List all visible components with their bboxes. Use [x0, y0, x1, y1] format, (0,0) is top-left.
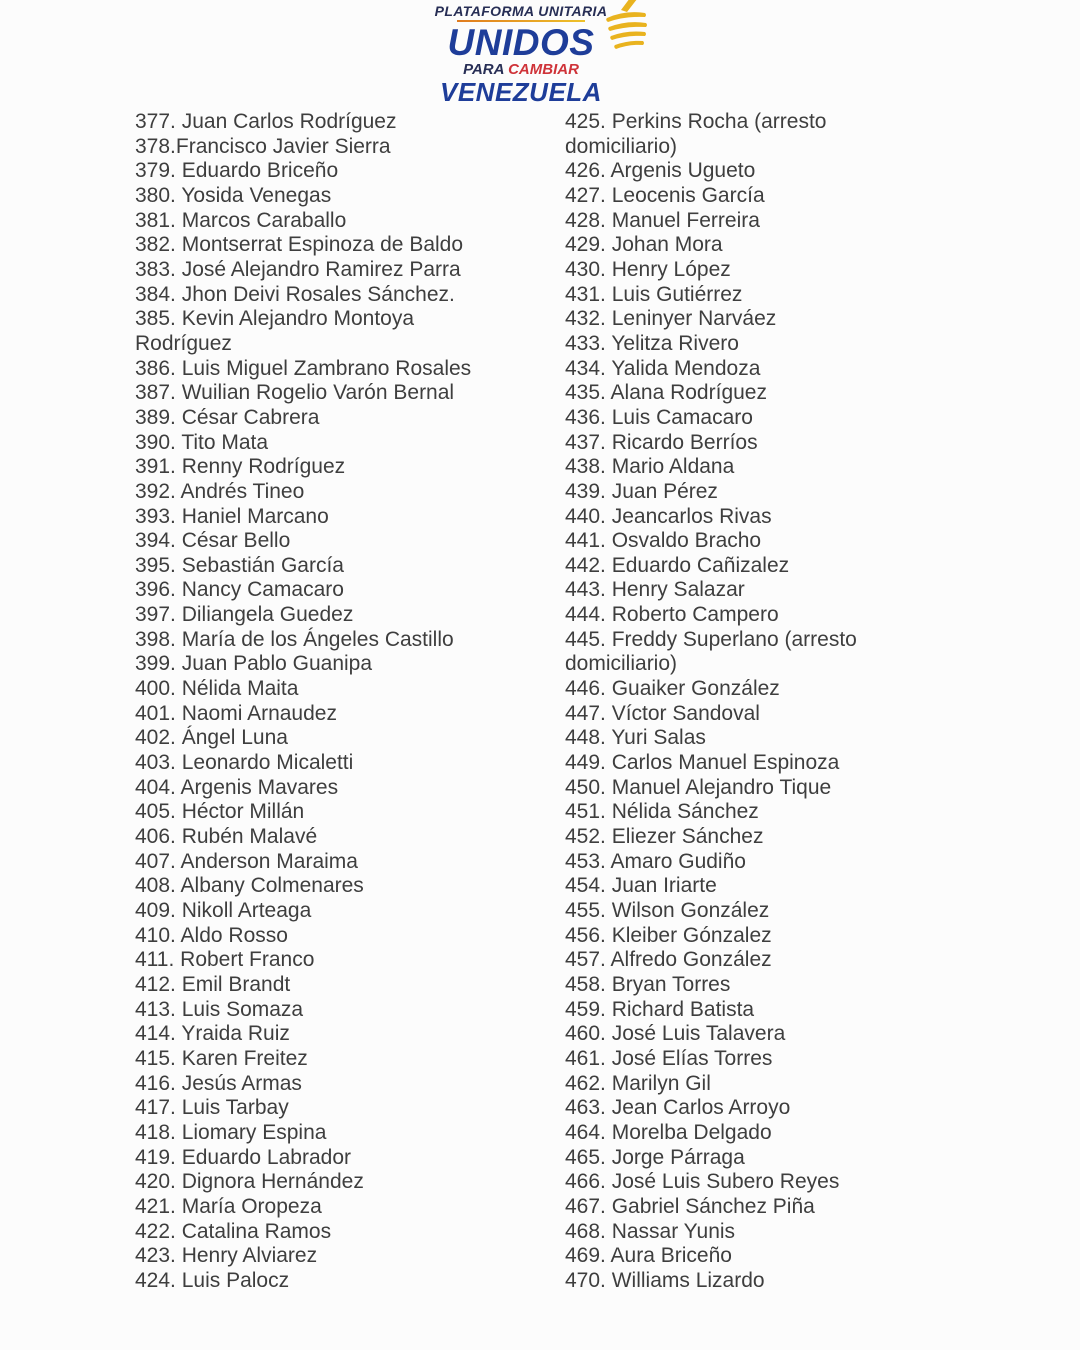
list-item: 396. Nancy Camacaro — [135, 578, 344, 602]
logo-word-para: PARA — [463, 61, 504, 78]
list-item: 404. Argenis Mavares — [135, 775, 339, 799]
list-item: 403. Leonardo Micaletti — [135, 751, 354, 775]
list-item: 407. Anderson Maraima — [135, 849, 358, 873]
list-item: 417. Luis Tarbay — [135, 1096, 289, 1120]
list-item: 458. Bryan Torres — [565, 972, 731, 996]
list-item: 393. Haniel Marcano — [135, 504, 329, 528]
list-item: 448. Yuri Salas — [565, 726, 706, 750]
list-item: 377. Juan Carlos Rodríguez — [135, 110, 397, 133]
list-item: 454. Juan Iriarte — [565, 874, 717, 898]
list-item: 426. Argenis Ugueto — [565, 159, 756, 183]
list-item: 413. Luis Somaza — [135, 997, 304, 1021]
list-item: 423. Henry Alviarez — [135, 1244, 318, 1268]
list-item: 428. Manuel Ferreira — [565, 208, 760, 232]
list-item: 424. Luis Palocz — [135, 1268, 290, 1292]
list-item: 402. Ángel Luna — [135, 726, 288, 750]
list-item: 450. Manuel Alejandro Tique — [565, 775, 832, 799]
list-item: 385. Kevin Alejandro Montoya Rodríguez — [135, 307, 415, 355]
list-item: 400. Nélida Maita — [135, 677, 299, 701]
list-item: 414. Yraida Ruiz — [135, 1022, 290, 1046]
list-item: 438. Mario Aldana — [565, 455, 735, 479]
list-item: 392. Andrés Tineo — [135, 479, 305, 503]
list-item: 418. Liomary Espina — [135, 1120, 327, 1144]
list-item: 467. Gabriel Sánchez Piña — [565, 1194, 815, 1218]
list-column-left — [135, 110, 507, 1294]
list-item: 433. Yelitza Rivero — [565, 331, 739, 355]
list-item: 401. Naomi Arnaudez — [135, 701, 337, 725]
list-item: 462. Marilyn Gil — [565, 1071, 711, 1095]
list-item: 420. Dignora Hernández — [135, 1170, 364, 1194]
list-item: 381. Marcos Caraballo — [135, 208, 347, 232]
logo — [0, 0, 1080, 107]
logo-word-unidos: UNIDOS — [447, 22, 595, 63]
list-item: 383. José Alejandro Ramirez Parra — [135, 257, 461, 281]
list-item: 468. Nassar Yunis — [565, 1219, 736, 1243]
list-item: 436. Luis Camacaro — [565, 405, 753, 429]
logo-word-cambiar: CAMBIAR — [508, 61, 579, 78]
list-item: 463. Jean Carlos Arroyo — [565, 1096, 791, 1120]
list-item: 446. Guaiker González — [565, 677, 780, 701]
list-item: 437. Ricardo Berríos — [565, 430, 758, 454]
list-item: 386. Luis Miguel Zambrano Rosales — [135, 356, 472, 380]
list-item: 379. Eduardo Briceño — [135, 159, 339, 183]
list-item: 382. Montserrat Espinoza de Baldo — [135, 233, 464, 257]
list-item: 409. Nikoll Arteaga — [135, 899, 312, 922]
list-item: 452. Eliezer Sánchez — [565, 825, 764, 849]
list-item: 440. Jeancarlos Rivas — [565, 504, 772, 528]
list-item: 384. Jhon Deivi Rosales Sánchez. — [135, 282, 455, 306]
list-item: 443. Henry Salazar — [565, 578, 745, 602]
list-item: 441. Osvaldo Bracho — [565, 529, 762, 553]
list-item: 431. Luis Gutiérrez — [565, 282, 743, 306]
list-item: 461. José Elías Torres — [565, 1046, 773, 1070]
list-item: 398. María de los Ángeles Castillo — [135, 627, 454, 651]
list-item: 465. Jorge Párraga — [565, 1145, 745, 1169]
list-item: 430. Henry López — [565, 257, 731, 281]
list-item: 457. Alfredo González — [565, 948, 772, 972]
list-item: 421. María Oropeza — [135, 1194, 322, 1218]
list-item: 466. José Luis Subero Reyes — [565, 1170, 840, 1194]
list-item: 412. Emil Brandt — [135, 972, 291, 996]
list-item: 425. Perkins Rocha (arresto domiciliario) — [565, 110, 827, 158]
list-item: 451. Nélida Sánchez — [565, 800, 759, 824]
list-item: 445. Freddy Superlano (arresto domiciliario) — [565, 627, 857, 676]
list-item: 405. Héctor Millán — [135, 800, 305, 824]
list-item: 469. Aura Briceño — [565, 1244, 732, 1268]
list-item: 427. Leocenis García — [565, 183, 765, 207]
list-item: 378.Francisco Javier Sierra — [135, 134, 391, 158]
name-list — [135, 110, 937, 1294]
logo-word-venezuela: VENEZUELA — [440, 77, 602, 107]
list-item: 419. Eduardo Labrador — [135, 1145, 351, 1169]
list-item: 395. Sebastián García — [135, 553, 344, 577]
list-item: 449. Carlos Manuel Espinoza — [565, 751, 840, 775]
list-item: 444. Roberto Campero — [565, 603, 779, 627]
logo-inner — [434, 0, 646, 107]
list-item: 447. Víctor Sandoval — [565, 701, 760, 725]
list-item: 408. Albany Colmenares — [135, 874, 364, 898]
list-item: 455. Wilson González — [565, 899, 770, 922]
list-item: 429. Johan Mora — [565, 233, 723, 257]
list-item: 390. Tito Mata — [135, 430, 269, 454]
list-item: 394. César Bello — [135, 529, 291, 553]
list-item: 460. José Luis Talavera — [565, 1022, 786, 1046]
list-item: 416. Jesús Armas — [135, 1071, 302, 1095]
list-item: 406. Rubén Malavé — [135, 825, 318, 849]
list-item: 389. César Cabrera — [135, 405, 320, 429]
list-item: 397. Diliangela Guedez — [135, 603, 354, 627]
list-item: 456. Kleiber Gónzalez — [565, 923, 772, 947]
list-item: 442. Eduardo Cañizalez — [565, 553, 790, 577]
logo-line-para-cambiar — [435, 62, 608, 77]
list-item: 453. Amaro Gudiño — [565, 849, 746, 873]
list-item: 411. Robert Franco — [135, 948, 315, 972]
list-item: 415. Karen Freitez — [135, 1046, 308, 1070]
list-item: 422. Catalina Ramos — [135, 1219, 332, 1243]
list-item: 434. Yalida Mendoza — [565, 356, 761, 380]
list-item: 380. Yosida Venegas — [135, 183, 332, 207]
list-item: 464. Morelba Delgado — [565, 1120, 772, 1144]
list-item: 439. Juan Pérez — [565, 479, 718, 503]
hand-strokes-icon — [605, 0, 649, 58]
list-item: 459. Richard Batista — [565, 997, 755, 1021]
list-item: 435. Alana Rodríguez — [565, 381, 767, 405]
list-column-right — [565, 110, 937, 1294]
list-item: 391. Renny Rodríguez — [135, 455, 346, 479]
list-item: 432. Leninyer Narváez — [565, 307, 777, 331]
logo-tagline: PLATAFORMA UNITARIA — [434, 3, 608, 19]
list-item: 470. Williams Lizardo — [565, 1268, 765, 1292]
list-item: 387. Wuilian Rogelio Varón Bernal — [135, 381, 455, 405]
list-item: 410. Aldo Rosso — [135, 923, 288, 947]
list-item: 399. Juan Pablo Guanipa — [135, 652, 373, 676]
